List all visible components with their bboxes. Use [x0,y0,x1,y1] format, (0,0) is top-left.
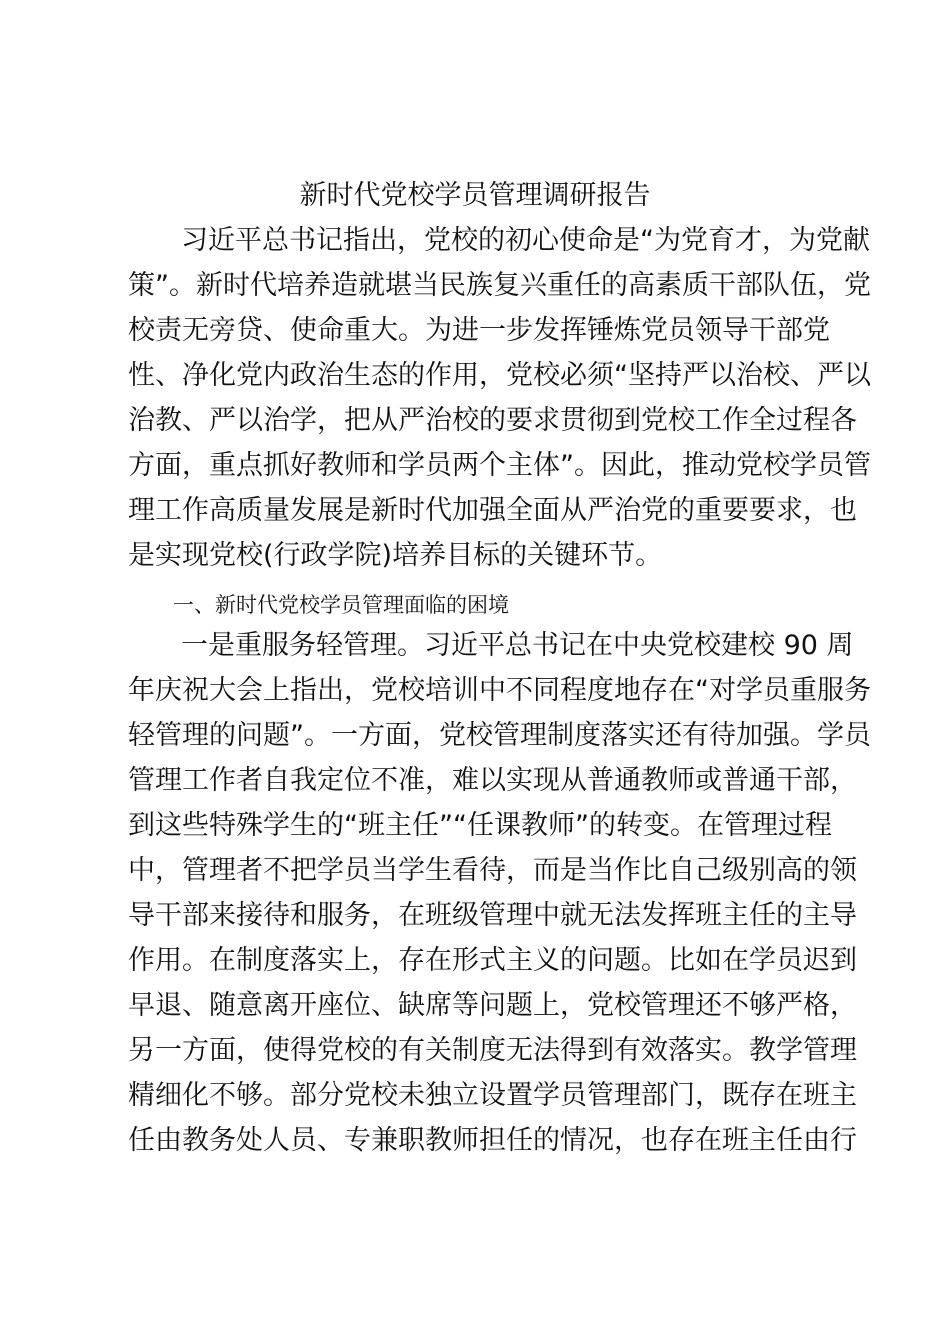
text-line: 校责无旁贷、使命重大。为进一步发挥锤炼党员领导干部党 [128,315,830,346]
text-line: 性、净化党内政治生态的作用，党校必须“坚持严以治校、严以 [128,360,871,391]
text-line: 早退、随意离开座位、缺席等问题上，党校管理还不够严格， [128,990,857,1021]
text-line: 是实现党校(行政学院)培养目标的关键环节。 [128,540,663,571]
text-line: 另一方面，使得党校的有关制度无法得到有效落实。教学管理 [128,1035,857,1066]
text-line: 中，管理者不把学员当学生看待，而是当作比自己级别高的领 [128,855,857,886]
text-line: 导干部来接待和服务，在班级管理中就无法发挥班主任的主导 [128,900,857,931]
text-line: 年庆祝大会上指出，党校培训中不同程度地存在“对学员重服务 [128,675,871,706]
text-line: 理工作高质量发展是新时代加强全面从严治党的重要要求，也 [128,495,857,526]
text-line: 管理工作者自我定位不准，难以实现从普通教师或普通干部， [128,765,857,796]
text-line: 到这些特殊学生的“班主任”“任课教师”的转变。在管理过程 [128,810,832,841]
section-heading: 一、新时代党校学员管理面临的困境 [173,593,509,617]
text-line: 方面，重点抓好教师和学员两个主体”。因此，推动党校学员管 [128,450,871,481]
text-line: 习近平总书记指出，党校的初心使命是“为党育才，为党献 [181,225,870,256]
text-line: 策”。新时代培养造就堪当民族复兴重任的高素质干部队伍，党 [128,270,871,301]
document-title: 新时代党校学员管理调研报告 [299,180,651,211]
text-line: 任由教务处人员、专兼职教师担任的情况，也存在班主任由行 [128,1125,857,1156]
text-line: 精细化不够。部分党校未独立设置学员管理部门，既存在班主 [128,1080,857,1111]
text-line: 治教、严以治学，把从严治校的要求贯彻到党校工作全过程各 [128,405,857,436]
text-line: 轻管理的问题”。一方面，党校管理制度落实还有待加强。学员 [128,720,871,751]
text-line: 作用。在制度落实上，存在形式主义的问题。比如在学员迟到 [128,945,857,976]
text-line: 一是重服务轻管理。习近平总书记在中央党校建校 90 周 [181,630,854,661]
